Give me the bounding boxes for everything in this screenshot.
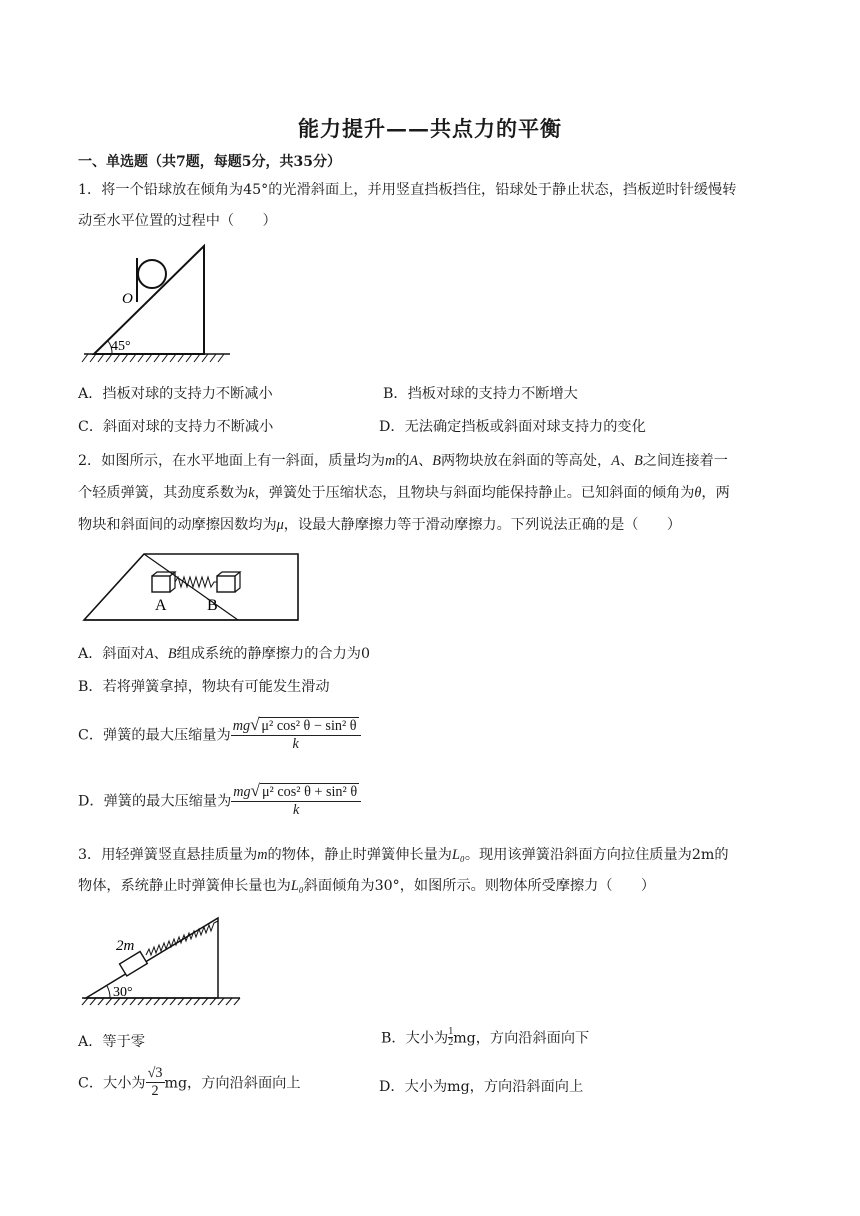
q3-incline-figure	[80, 910, 245, 1010]
section-heading: 一、单选题（共7题，每题5分，共35分）	[78, 154, 341, 170]
q1-angle-label: 45°	[111, 339, 131, 354]
q3-option-c-fraction: $\frac{√3}{2}$	[147, 1065, 163, 1099]
q3-mass-label: 2m	[116, 938, 135, 954]
q3-option-d[interactable]: D．大小为mg，方向沿斜面向上	[379, 1079, 584, 1095]
q2-block-b-label: B	[207, 597, 218, 614]
q3-option-b-fraction: $\frac{1}{2}$	[448, 1026, 454, 1048]
q1-option-d[interactable]: D．无法确定挡板或斜面对球支持力的变化	[379, 419, 646, 435]
q2-slope-figure	[80, 550, 305, 626]
q3-option-c[interactable]: C．大小为 $\frac{√3}{2}$ mg，方向沿斜面向上	[78, 1065, 301, 1099]
q2-option-b[interactable]: B．若将弹簧拿掉，物块有可能发生滑动	[78, 679, 330, 695]
q1-option-a[interactable]: A．挡板对球的支持力不断减小	[78, 386, 273, 402]
q1-point-label: O	[122, 291, 133, 307]
q2-option-a[interactable]: A．斜面对A、B组成系统的静摩擦力的合力为0	[78, 646, 371, 662]
page-title: 能力提升——共点力的平衡	[298, 116, 562, 141]
q1-stem-line1: 1．将一个铅球放在倾角为45°的光滑斜面上，并用竖直挡板挡住，铅球处于静止状态，挡板逆时针缓慢转	[78, 182, 737, 198]
q3-stem-line1: 3．用轻弹簧竖直悬挂质量为m的物体，静止时弹簧伸长量为L₀。现用该弹簧沿斜面方向拉住质量为2m的	[78, 847, 729, 863]
q2-stem-line3: 物块和斜面间的动摩擦因数均为μ，设最大静摩擦力等于滑动摩擦力。下列说法正确的是（ ）	[78, 517, 682, 533]
q1-option-b[interactable]: B．挡板对球的支持力不断增大	[383, 386, 578, 402]
q2-option-d[interactable]: D．弹簧的最大压缩量为 $\frac{\text{mg√ μ² cos² θ + sin² θ}}{k}$	[78, 782, 361, 819]
q2-stem-line1: 2．如图所示，在水平地面上有一斜面，质量均为m的A、B两物块放在斜面的等高处，A、B之间连接着一	[78, 453, 728, 469]
q2-option-c-formula: $\frac{\text{mg√ μ² cos² θ − sin² θ}}{k}$	[231, 716, 361, 753]
q2-block-a-label: A	[155, 597, 167, 614]
q1-stem-line2: 动至水平位置的过程中（ ）	[78, 213, 277, 229]
q2-stem-line2: 个轻质弹簧，其劲度系数为k，弹簧处于压缩状态，且物块与斜面均能保持静止。已知斜面的倾角为θ，两	[78, 485, 730, 501]
q3-stem-line2: 物体，系统静止时弹簧伸长量也为L₀斜面倾角为30°，如图所示。则物体所受摩擦力（ ）	[78, 878, 656, 894]
q1-incline-figure	[80, 240, 240, 370]
q2-option-c[interactable]: C．弹簧的最大压缩量为 $\frac{\text{mg√ μ² cos² θ − sin² θ}}{k}$	[78, 716, 361, 753]
q3-option-b[interactable]: B．大小为 $\frac{1}{2}$ mg，方向沿斜面向下	[381, 1026, 590, 1048]
q1-option-c[interactable]: C．斜面对球的支持力不断减小	[78, 419, 274, 435]
q3-option-a[interactable]: A．等于零	[78, 1034, 145, 1050]
q3-angle-label: 30°	[113, 985, 133, 1000]
q2-option-d-formula: $\frac{\text{mg√ μ² cos² θ + sin² θ}}{k}$	[231, 782, 361, 819]
